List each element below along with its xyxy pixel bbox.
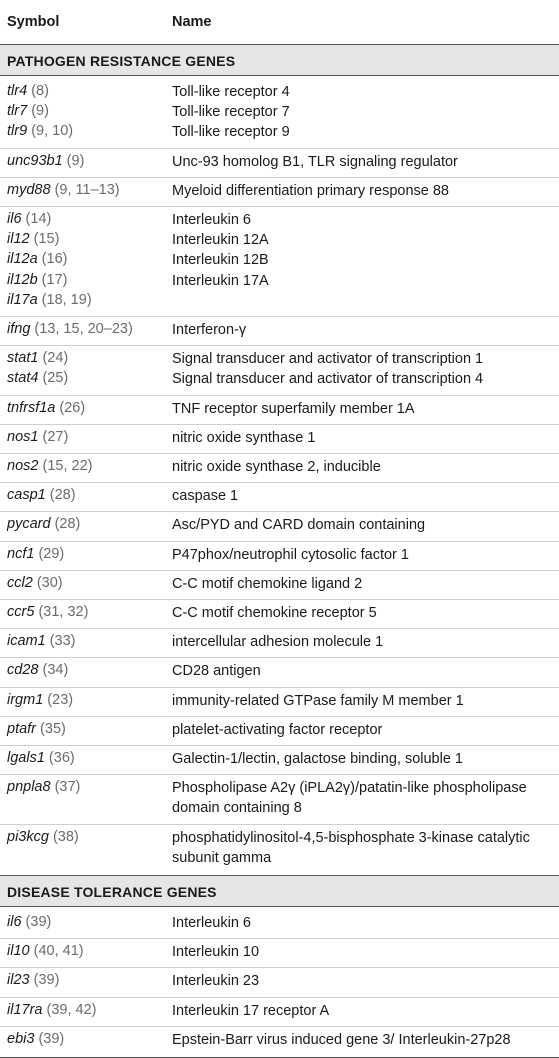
row-separator <box>0 745 559 746</box>
reference-numbers: (36) <box>48 750 75 766</box>
gene-symbol-cell <box>7 458 92 474</box>
gene-symbol-cell <box>7 692 73 708</box>
table-row <box>0 370 559 390</box>
gene-symbol-cell <box>7 604 88 620</box>
gene-name: C-C motif chemokine receptor 5 <box>172 605 377 621</box>
gene-name: Galectin-1/lectin, galactose binding, soluble 1 <box>172 751 463 767</box>
table-row <box>0 251 559 271</box>
gene-symbol-cell <box>7 123 73 139</box>
gene-symbol-cell <box>7 943 84 959</box>
table-row <box>0 829 559 869</box>
column-header-symbol: Symbol <box>7 14 60 30</box>
gene-name: Interleukin 17A <box>172 272 269 289</box>
gene-name: intercellular adhesion molecule 1 <box>172 634 384 651</box>
gene-symbol: il17a <box>7 291 38 308</box>
table-row <box>0 182 559 202</box>
gene-symbol: stat4 <box>7 370 39 387</box>
gene-symbol: il17ra <box>7 1001 43 1018</box>
gene-symbol: cd28 <box>7 662 39 679</box>
gene-symbol: il10 <box>7 943 30 960</box>
reference-numbers: (8) <box>31 83 49 99</box>
gene-name: Myeloid differentiation primary response 88 <box>172 182 449 199</box>
gene-name: CD28 antigen <box>172 663 261 680</box>
gene-name: phosphatidylinositol-4,5-bisphosphate 3-kinase catalytic subunit gamma <box>172 829 530 866</box>
gene-name: nitric oxide synthase 1 <box>172 429 316 446</box>
section-banner <box>0 45 559 75</box>
gene-symbol-cell <box>7 103 49 119</box>
gene-symbol: stat1 <box>7 350 39 367</box>
reference-numbers: (28) <box>49 487 76 504</box>
reference-numbers: (13, 15, 20–23) <box>34 321 133 337</box>
gene-symbol-cell <box>7 153 84 169</box>
gene-name: caspase 1 <box>172 488 239 505</box>
gene-name: TNF receptor superfamily member 1A <box>172 400 415 417</box>
row-separator <box>0 628 559 629</box>
reference-numbers: (39, 42) <box>46 1001 97 1018</box>
reference-numbers: (35) <box>40 720 66 737</box>
row-separator <box>0 345 559 346</box>
reference-numbers: (23) <box>47 691 74 708</box>
row-separator <box>0 148 559 149</box>
reference-numbers: (26) <box>59 399 86 416</box>
gene-symbol-cell <box>7 487 76 503</box>
gene-symbol: il12b <box>7 271 38 288</box>
gene-name: Interleukin 10 <box>172 944 260 961</box>
row-separator <box>0 967 559 968</box>
row-separator <box>0 541 559 542</box>
gene-name: Interleukin 6 <box>172 915 251 931</box>
gene-symbol: tlr7 <box>7 103 28 120</box>
reference-numbers: (30) <box>36 574 63 591</box>
gene-symbol: pnpla8 <box>7 779 51 796</box>
gene-symbol: ifng <box>7 321 31 337</box>
gene-name: Interleukin 12B <box>172 252 269 269</box>
gene-symbol: nos2 <box>7 458 39 474</box>
row-separator <box>0 657 559 658</box>
reference-numbers: (27) <box>42 428 69 445</box>
table-row <box>0 153 559 173</box>
reference-numbers: (24) <box>42 350 69 367</box>
reference-numbers: (9, 10) <box>31 123 74 140</box>
gene-name: nitric oxide synthase 2, inducible <box>172 459 381 475</box>
gene-name: Epstein-Barr virus induced gene 3/ Interleukin-27p28 <box>172 1031 511 1048</box>
reference-numbers: (28) <box>54 516 81 533</box>
row-separator <box>0 482 559 483</box>
row-separator <box>0 395 559 396</box>
table-row <box>0 633 559 653</box>
table-row <box>0 972 559 992</box>
gene-symbol-cell <box>7 350 68 366</box>
row-separator <box>0 599 559 600</box>
reference-numbers: (14) <box>25 211 52 227</box>
gene-symbol: pycard <box>7 516 51 533</box>
gene-symbol: il12 <box>7 231 30 248</box>
reference-numbers: (25) <box>42 370 69 387</box>
reference-numbers: (38) <box>52 828 79 845</box>
table-row <box>0 487 559 507</box>
gene-symbol-cell <box>7 633 76 649</box>
gene-symbol: il6 <box>7 914 22 930</box>
table-row <box>0 211 559 231</box>
gene-symbol: il6 <box>7 211 22 227</box>
section-title: DISEASE TOLERANCE GENES <box>7 884 217 900</box>
gene-name: immunity-related GTPase family M member 1 <box>172 692 464 709</box>
gene-symbol-cell <box>7 400 85 416</box>
gene-symbol-cell <box>7 182 120 198</box>
gene-name: Signal transducer and activator of transcription 4 <box>172 371 484 388</box>
gene-symbol: icam1 <box>7 633 46 650</box>
gene-symbol-cell <box>7 321 133 337</box>
reference-numbers: (18, 19) <box>41 291 92 308</box>
row-separator <box>0 206 559 207</box>
table-row <box>0 292 559 312</box>
reference-numbers: (15) <box>33 231 60 248</box>
table-row <box>0 272 559 292</box>
gene-symbol: casp1 <box>7 487 46 504</box>
gene-symbol-cell <box>7 972 59 988</box>
row-separator <box>0 511 559 512</box>
gene-symbol: tlr9 <box>7 123 28 140</box>
gene-name: Interleukin 12A <box>172 232 269 249</box>
reference-numbers: (17) <box>41 271 68 288</box>
gene-name: Toll-like receptor 4 <box>172 84 290 100</box>
table-row <box>0 1002 559 1022</box>
gene-symbol-cell <box>7 750 75 766</box>
gene-name: Unc-93 homolog B1, TLR signaling regulator <box>172 153 458 170</box>
reference-numbers: (34) <box>42 662 69 679</box>
gene-symbol: myd88 <box>7 181 51 198</box>
gene-symbol-cell <box>7 83 49 99</box>
row-separator <box>0 824 559 825</box>
table-row <box>0 83 559 103</box>
table-row <box>0 400 559 420</box>
gene-symbol-cell <box>7 914 51 930</box>
gene-symbol: ccr5 <box>7 604 35 620</box>
reference-numbers: (39) <box>25 914 52 930</box>
reference-numbers: (40, 41) <box>33 943 84 960</box>
gene-symbol: lgals1 <box>7 750 45 766</box>
section-title: PATHOGEN RESISTANCE GENES <box>7 53 236 69</box>
table-row <box>0 575 559 595</box>
gene-symbol: tlr4 <box>7 83 28 99</box>
gene-symbol: il12a <box>7 251 38 268</box>
reference-numbers: (29) <box>38 545 65 562</box>
column-header-name: Name <box>172 14 212 30</box>
table-row <box>0 350 559 370</box>
gene-name: C-C motif chemokine ligand 2 <box>172 575 363 592</box>
gene-name: Toll-like receptor 9 <box>172 124 290 141</box>
row-separator <box>0 424 559 425</box>
gene-name: Signal transducer and activator of transcription 1 <box>172 351 484 368</box>
table-row <box>0 546 559 566</box>
table-row <box>0 429 559 449</box>
gene-symbol: unc93b1 <box>7 152 63 169</box>
table-row <box>0 914 559 934</box>
gene-symbol: pi3kcg <box>7 828 49 845</box>
gene-symbol-cell <box>7 721 66 737</box>
gene-symbol-cell <box>7 251 67 267</box>
table-row <box>0 943 559 963</box>
gene-name: platelet-activating factor receptor <box>172 721 383 738</box>
table-row <box>0 1031 559 1051</box>
reference-numbers: (16) <box>41 251 68 268</box>
row-separator <box>0 1026 559 1027</box>
gene-symbol-cell <box>7 429 68 445</box>
gene-symbol-cell <box>7 272 67 288</box>
gene-name: P47phox/neutrophil cytosolic factor 1 <box>172 546 409 563</box>
section-rule <box>0 75 559 76</box>
section-rule <box>0 906 559 907</box>
gene-symbol-cell <box>7 1002 96 1018</box>
gene-name: Phospholipase A2γ (iPLA2γ)/patatin-like phospholipase domain containing 8 <box>172 780 527 817</box>
row-separator <box>0 774 559 775</box>
gene-symbol-cell <box>7 1031 64 1047</box>
gene-name: Interleukin 6 <box>172 212 251 228</box>
table-row <box>0 750 559 770</box>
gene-symbol: ptafr <box>7 720 37 737</box>
row-separator <box>0 453 559 454</box>
table-row <box>0 516 559 536</box>
reference-numbers: (33) <box>49 633 76 650</box>
row-separator <box>0 687 559 688</box>
gene-symbol-cell <box>7 662 68 678</box>
table-header <box>0 0 559 44</box>
gene-name: Asc/PYD and CARD domain containing <box>172 517 426 534</box>
gene-name: Interferon-γ <box>172 322 247 338</box>
gene-symbol-cell <box>7 292 92 308</box>
reference-numbers: (39) <box>38 1030 65 1047</box>
table-row <box>0 321 559 341</box>
table-row <box>0 604 559 624</box>
row-separator <box>0 716 559 717</box>
table-row <box>0 779 559 819</box>
gene-symbol-cell <box>7 829 79 845</box>
gene-symbol: ebi3 <box>7 1030 35 1047</box>
gene-symbol-cell <box>7 546 64 562</box>
gene-name: Toll-like receptor 7 <box>172 104 290 121</box>
table-row <box>0 231 559 251</box>
section-banner <box>0 876 559 906</box>
reference-numbers: (9) <box>66 152 85 169</box>
gene-symbol: ccl2 <box>7 574 33 591</box>
gene-symbol: irgm1 <box>7 691 44 708</box>
row-separator <box>0 938 559 939</box>
row-separator <box>0 316 559 317</box>
table-row <box>0 662 559 682</box>
gene-symbol: ncf1 <box>7 545 35 562</box>
gene-symbol: nos1 <box>7 428 39 445</box>
table-row <box>0 721 559 741</box>
gene-symbol: tnfrsf1a <box>7 399 56 416</box>
reference-numbers: (39) <box>33 972 60 989</box>
gene-name: Interleukin 17 receptor A <box>172 1002 330 1019</box>
gene-symbol-cell <box>7 370 68 386</box>
table-row <box>0 692 559 712</box>
gene-symbol-cell <box>7 211 51 227</box>
gene-name: Interleukin 23 <box>172 973 260 990</box>
table-row <box>0 458 559 478</box>
reference-numbers: (31, 32) <box>38 604 89 620</box>
table-row <box>0 103 559 123</box>
table-row <box>0 123 559 143</box>
gene-symbol: il23 <box>7 972 30 989</box>
reference-numbers: (9) <box>31 103 49 120</box>
row-separator <box>0 570 559 571</box>
gene-symbol-cell <box>7 231 59 247</box>
gene-symbol-cell <box>7 779 80 795</box>
gene-symbol-cell <box>7 516 80 532</box>
gene-symbol-cell <box>7 575 63 591</box>
reference-numbers: (15, 22) <box>42 458 93 474</box>
row-separator <box>0 177 559 178</box>
reference-numbers: (9, 11–13) <box>54 181 120 198</box>
reference-numbers: (37) <box>54 779 81 796</box>
